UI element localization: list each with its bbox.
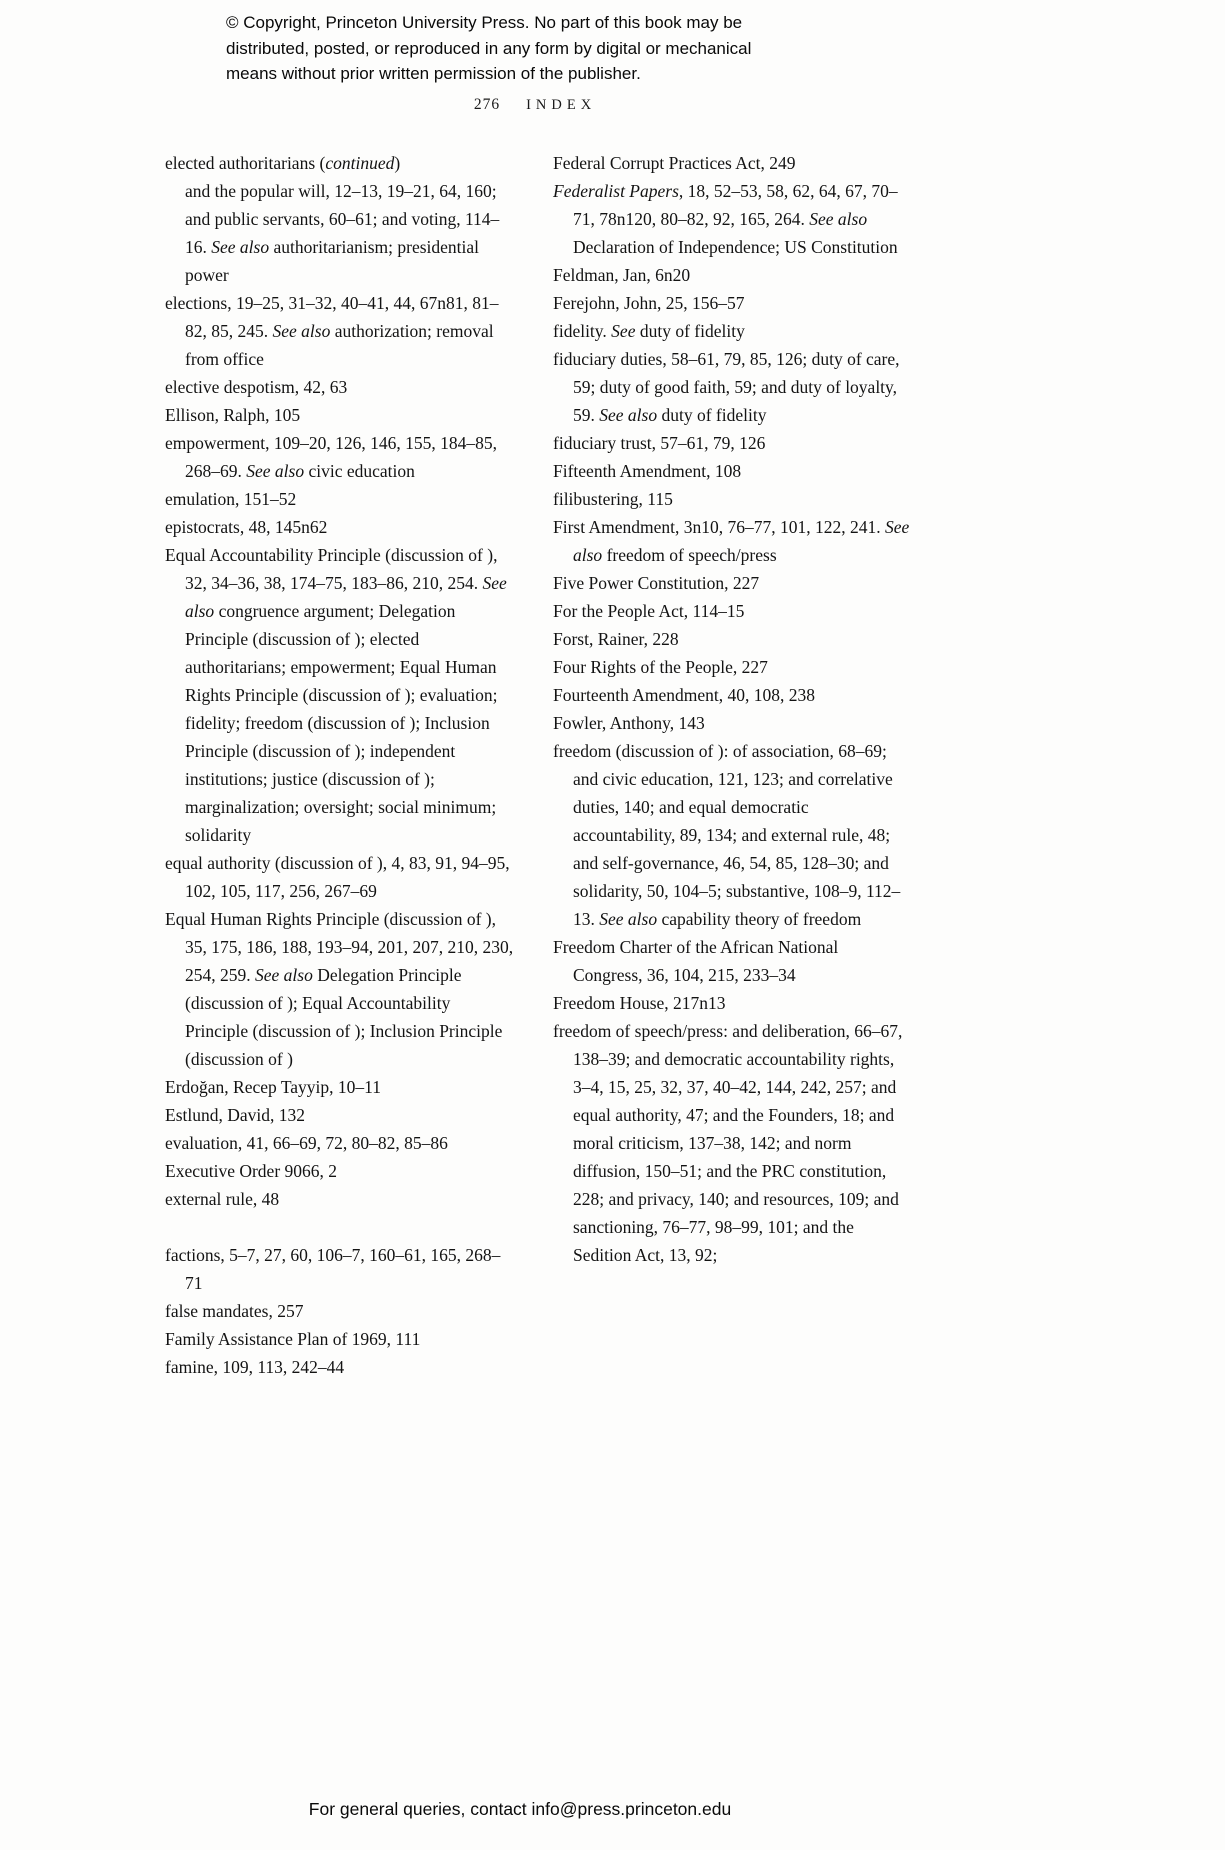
index-entry-text: )	[394, 153, 401, 173]
index-entry-text: , 18, 52–53, 58, 62, 64, 67, 70–71, 78n120, 80–82, 92, 165, 264.	[573, 181, 898, 229]
index-entry	[553, 933, 911, 989]
index-entry	[165, 1241, 517, 1297]
copyright-notice	[226, 10, 751, 87]
index-entry	[553, 457, 911, 485]
index-entry	[165, 1073, 517, 1101]
index-entry	[553, 569, 911, 597]
index-entry-text: epistocrats, 48, 145n62	[165, 517, 328, 537]
footer-contact: For general queries, contact info@press.princeton.edu	[308, 1799, 732, 1819]
index-entry-text: equal authority (discussion of ), 4, 83, 91, 94–95, 102, 105, 117, 256, 267–69	[165, 853, 510, 901]
index-entry	[553, 1017, 911, 1269]
index-entry-text: congruence argument; Delegation Principle (discussion of ); elected authoritarians; empowerment; Equal Human Rights Principle (discussion of ); evaluation; fidelity; freedom (discussion of ); Inclusion Principle (discussion of ); independent institutions; justice (discussion of ); marginalization; oversight; social minimum; solidarity	[185, 601, 498, 845]
index-entry-text: Executive Order 9066, 2	[165, 1161, 338, 1181]
index-entry	[165, 1101, 517, 1129]
index-entry	[165, 485, 517, 513]
index-entry-text: elections, 19–25, 31–32, 40–41, 44, 67n81, 81–82, 85, 245.	[165, 293, 499, 341]
index-entry-text: Fifteenth Amendment, 108	[553, 461, 742, 481]
index-entry	[165, 905, 517, 1073]
index-entry	[553, 177, 911, 261]
index-entry-text: freedom (discussion of ): of association, 68–69; and civic education, 121, 123; and correlative duties, 140; and equal democratic accountability, 89, 134; and external rule, 48; and self-governance, 46, 54, 85, 128–30; and solidarity, 50, 104–5; substantive, 108–9, 112–13.	[553, 741, 901, 929]
index-entry	[553, 513, 911, 569]
index-entry-text: external rule, 48	[165, 1189, 280, 1209]
index-entry-italic-text: See	[611, 321, 636, 341]
index-entry	[553, 149, 911, 177]
index-entry-text: fiduciary trust, 57–61, 79, 126	[553, 433, 766, 453]
index-entry-text: elected authoritarians (	[165, 153, 326, 173]
index-entry-text: evaluation, 41, 66–69, 72, 80–82, 85–86	[165, 1133, 448, 1153]
index-entry	[553, 317, 911, 345]
index-entry	[165, 1157, 517, 1185]
index-entry-text: duty of fidelity	[657, 405, 767, 425]
index-entry-text: duty of fidelity	[635, 321, 745, 341]
index-entry	[553, 485, 911, 513]
index-entry-text: Ferejohn, John, 25, 156–57	[553, 293, 745, 313]
index-entry	[165, 1185, 517, 1213]
index-entry	[553, 681, 911, 709]
index-entry-text: filibustering, 115	[553, 489, 673, 509]
index-entry	[165, 1353, 517, 1381]
index-entry-italic-text: See also	[272, 321, 331, 341]
index-entry-text: Freedom House, 217n13	[553, 993, 726, 1013]
index-column-left	[165, 149, 517, 1381]
index-entry-text: fidelity.	[553, 321, 612, 341]
index-entry	[165, 177, 517, 289]
index-entry	[553, 653, 911, 681]
running-head	[165, 96, 905, 114]
index-entry	[165, 289, 517, 373]
index-entry-italic-text: See also	[809, 209, 868, 229]
index-entry-text: fiduciary duties, 58–61, 79, 85, 126; duty of care, 59; duty of good faith, 59; and duty of loyalty, 59.	[553, 349, 900, 425]
index-entry-text: factions, 5–7, 27, 60, 106–7, 160–61, 165, 268–71	[165, 1245, 501, 1293]
index-entry-text: Five Power Constitution, 227	[553, 573, 760, 593]
index-entry	[553, 429, 911, 457]
index-entry	[165, 541, 517, 849]
index-entry	[553, 345, 911, 429]
index-entry-italic-text: Federalist Papers	[553, 181, 679, 201]
index-entry-text: Feldman, Jan, 6n20	[553, 265, 691, 285]
index-entry-italic-text: See also	[246, 461, 305, 481]
index-entry-text: capability theory of freedom	[657, 909, 862, 929]
index-entry-italic-text: See also	[185, 573, 507, 621]
index-entry-text: Federal Corrupt Practices Act, 249	[553, 153, 796, 173]
index-entry-text: Family Assistance Plan of 1969, 111	[165, 1329, 421, 1349]
index-entry-text: elective despotism, 42, 63	[165, 377, 348, 397]
index-entry-text: First Amendment, 3n10, 76–77, 101, 122, 241.	[553, 517, 886, 537]
index-entry-text: Declaration of Independence; US Constitution	[573, 237, 898, 257]
index-entry-text: freedom of speech/press	[602, 545, 777, 565]
index-entry	[165, 849, 517, 905]
copyright-line: means without prior written permission of the publisher.	[226, 64, 641, 83]
index-entry	[165, 1297, 517, 1325]
copyright-line: © Copyright, Princeton University Press. No part of this book may be	[226, 13, 743, 32]
index-entry-text: Fourteenth Amendment, 40, 108, 238	[553, 685, 815, 705]
index-entry	[165, 513, 517, 541]
index-entry	[165, 1325, 517, 1353]
index-entry-text: Four Rights of the People, 227	[553, 657, 768, 677]
index-entry	[165, 401, 517, 429]
index-entry-text: Ellison, Ralph, 105	[165, 405, 301, 425]
index-entry-text: Equal Accountability Principle (discussion of ), 32, 34–36, 38, 174–75, 183–86, 210, 254.	[165, 545, 498, 593]
index-entry-italic-text: See also	[599, 909, 658, 929]
index-entry-text: Erdoğan, Recep Tayyip, 10–11	[165, 1077, 382, 1097]
index-entry-text: freedom of speech/press: and deliberation, 66–67, 138–39; and democratic accountability rights, 3–4, 15, 25, 32, 37, 40–42, 144, 242, 257; and equal authority, 47; and the Founders, 18; and moral criticism, 137–38, 142; and norm diffusion, 150–51; and the PRC constitution, 228; and privacy, 140; and resources, 109; and sanctioning, 76–77, 98–99, 101; and the Sedition Act, 13, 92;	[553, 1021, 903, 1265]
index-entry-italic-text: continued	[325, 153, 395, 173]
index-entry-italic-text: See also	[599, 405, 658, 425]
index-entry	[165, 429, 517, 485]
index-entry-text: Fowler, Anthony, 143	[553, 713, 705, 733]
index-entry	[553, 597, 911, 625]
index-entry	[553, 289, 911, 317]
index-entry-text: false mandates, 257	[165, 1301, 304, 1321]
index-entry	[553, 261, 911, 289]
index-entry	[553, 989, 911, 1017]
index-entry-text: Freedom Charter of the African National Congress, 36, 104, 215, 233–34	[553, 937, 839, 985]
section-title: INDEX	[526, 97, 597, 113]
index-entry	[165, 149, 517, 177]
index-entry	[553, 625, 911, 653]
index-entry-text: and the popular will, 12–13, 19–21, 64, 160; and public servants, 60–61; and voting, 114–16.	[185, 181, 500, 257]
index-column-right	[553, 149, 911, 1269]
index-entry-italic-text: See also	[211, 237, 270, 257]
index-entry-text: Delegation Principle (discussion of ); Equal Accountability Principle (discussion of ); Inclusion Principle (discussion of )	[185, 965, 503, 1069]
index-entry-text: Estlund, David, 132	[165, 1105, 305, 1125]
index-entry-italic-text: See also	[573, 517, 910, 565]
index-entry	[553, 737, 911, 933]
index-entry-text: empowerment, 109–20, 126, 146, 155, 184–85, 268–69.	[165, 433, 497, 481]
index-entry-text: civic education	[304, 461, 415, 481]
index-entry-text: Equal Human Rights Principle (discussion of ), 35, 175, 186, 188, 193–94, 201, 207, 210, 230, 254, 259.	[165, 909, 514, 985]
page-number: 276	[473, 96, 501, 113]
index-entry-italic-text: See also	[255, 965, 313, 985]
index-entry-text: Forst, Rainer, 228	[553, 629, 679, 649]
index-entry-text: For the People Act, 114–15	[553, 601, 745, 621]
index-entry	[165, 1129, 517, 1157]
index-entry	[553, 709, 911, 737]
index-entry-text: authoritarianism; presidential power	[185, 237, 480, 285]
index-entry-text: emulation, 151–52	[165, 489, 297, 509]
index-entry-text: famine, 109, 113, 242–44	[165, 1357, 345, 1377]
index-entry	[165, 373, 517, 401]
index-entry-text: authorization; removal from office	[185, 321, 494, 369]
copyright-line: distributed, posted, or reproduced in any form by digital or mechanical	[226, 38, 752, 58]
